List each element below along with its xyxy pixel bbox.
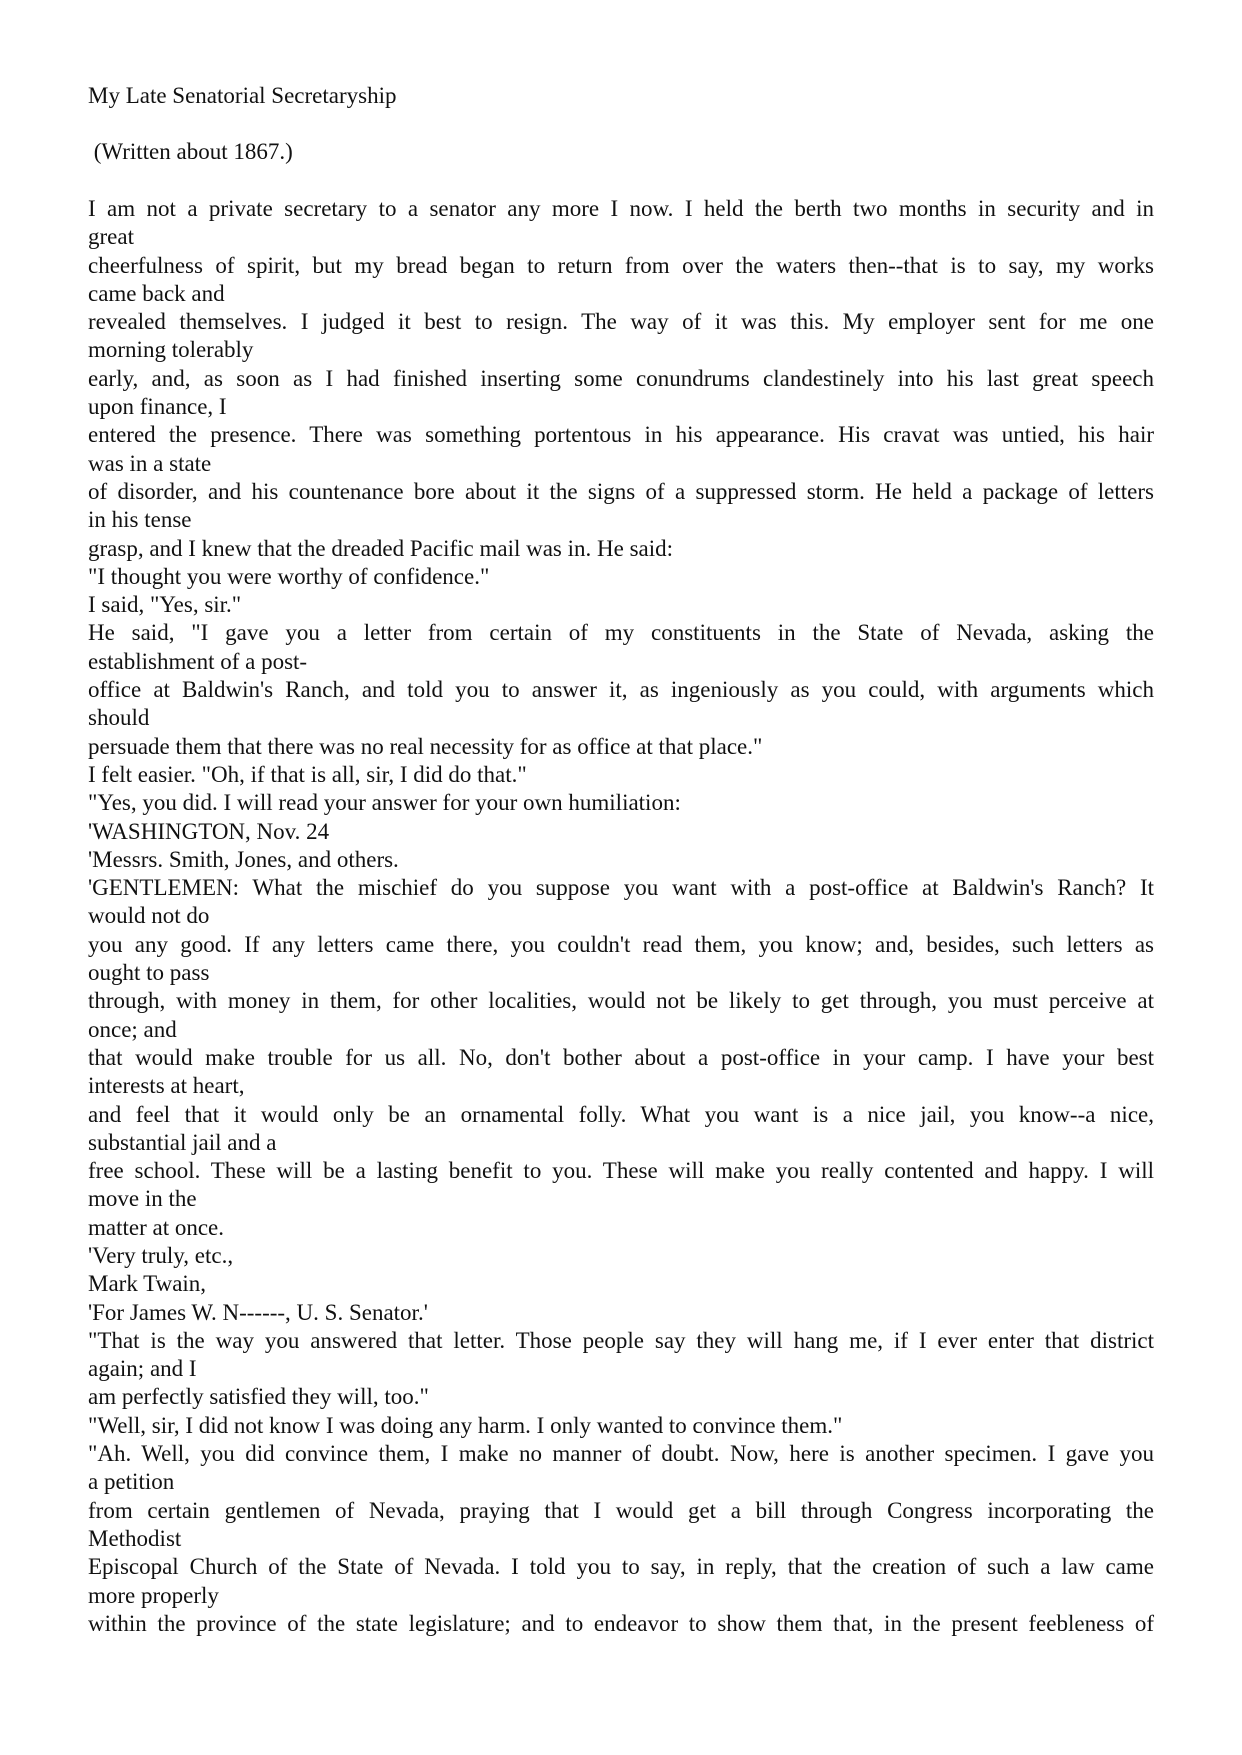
text-line: "Yes, you did. I will read your answer for your own humiliation: xyxy=(88,790,681,816)
text-line: of disorder, and his countenance bore about it the signs of a suppressed storm. He held a package of letters xyxy=(88,478,1154,504)
text-line: within the province of the state legislature; and to endeavor to show them that, in the present feebleness of xyxy=(88,1610,1154,1636)
text-line: 'GENTLEMEN: What the mischief do you suppose you want with a post-office at Baldwin's Ranch? It xyxy=(88,875,1154,901)
text-line: more properly xyxy=(88,1582,219,1608)
text-line: upon finance, I xyxy=(88,394,227,420)
text-line: morning tolerably xyxy=(88,337,254,363)
text-line: "That is the way you answered that letter. Those people say they will hang me, if I ever enter that district xyxy=(88,1327,1154,1353)
text-line: 'Very truly, etc., xyxy=(88,1242,234,1268)
text-line: 'WASHINGTON, Nov. 24 xyxy=(88,818,330,844)
text-line: 'For James W. N------, U. S. Senator.' xyxy=(88,1299,428,1325)
text-line: once; and xyxy=(88,1016,177,1042)
text-line: am perfectly satisfied they will, too." xyxy=(88,1384,429,1410)
text-line: office at Baldwin's Ranch, and told you to answer it, as ingeniously as you could, with arguments which xyxy=(88,677,1154,703)
text-line: persuade them that there was no real necessity for as office at that place." xyxy=(88,733,763,759)
text-line: Methodist xyxy=(88,1525,182,1551)
text-line: "Ah. Well, you did convince them, I make no manner of doubt. Now, here is another specimen. I gave you xyxy=(88,1441,1154,1467)
text-line: "Well, sir, I did not know I was doing any harm. I only wanted to convince them." xyxy=(88,1412,843,1438)
text-line: ought to pass xyxy=(88,960,210,986)
text-line: again; and I xyxy=(88,1356,197,1382)
text-line: cheerfulness of spirit, but my bread began to return from over the waters then--that is to say, my works xyxy=(88,252,1154,278)
text-line: interests at heart, xyxy=(88,1073,245,1099)
text-line: matter at once. xyxy=(88,1214,225,1240)
text-line: Episcopal Church of the State of Nevada. I told you to say, in reply, that the creation of such a law came xyxy=(88,1554,1154,1580)
text-line: you any good. If any letters came there, you couldn't read them, you know; and, besides, such letters as xyxy=(88,931,1154,957)
text-line: grasp, and I knew that the dreaded Pacific mail was in. He said: xyxy=(88,535,674,561)
text-line: I felt easier. "Oh, if that is all, sir, I did do that." xyxy=(88,761,527,787)
text-line: in his tense xyxy=(88,507,192,533)
text-line: substantial jail and a xyxy=(88,1129,277,1155)
text-line: was in a state xyxy=(88,450,212,476)
text-line: free school. These will be a lasting benefit to you. These will make you really contented and happy. I will xyxy=(88,1158,1154,1184)
text-line: Mark Twain, xyxy=(88,1271,207,1297)
text-line: would not do xyxy=(88,903,210,929)
text-line: a petition xyxy=(88,1469,175,1495)
text-line: revealed themselves. I judged it best to resign. The way of it was this. My employer sent for me one xyxy=(88,309,1154,335)
text-line: establishment of a post- xyxy=(88,648,308,674)
text-line: and feel that it would only be an ornamental folly. What you want is a nice jail, you know--a nice, xyxy=(88,1101,1154,1127)
text-line: 'Messrs. Smith, Jones, and others. xyxy=(88,846,399,872)
text-line: came back and xyxy=(88,280,225,306)
text-line: through, with money in them, for other localities, would not be likely to get through, you must perceive at xyxy=(88,988,1154,1014)
document-subtitle: (Written about 1867.) xyxy=(88,139,293,164)
text-line: should xyxy=(88,705,150,731)
text-line: great xyxy=(88,224,134,250)
text-line: "I thought you were worthy of confidence." xyxy=(88,563,490,589)
document-body xyxy=(88,195,1154,1638)
text-line: I am not a private secretary to a senator any more I now. I held the berth two months in security and in xyxy=(88,196,1154,221)
document-page xyxy=(88,82,1154,1638)
text-line: move in the xyxy=(88,1186,197,1212)
text-line: early, and, as soon as I had finished inserting some conundrums clandestinely into his last great speech xyxy=(88,365,1154,391)
text-line: entered the presence. There was something portentous in his appearance. His cravat was untied, his hair xyxy=(88,422,1154,448)
text-line: I said, "Yes, sir." xyxy=(88,592,242,618)
text-line: He said, "I gave you a letter from certain of my constituents in the State of Nevada, asking the xyxy=(88,620,1154,646)
text-line: that would make trouble for us all. No, don't bother about a post-office in your camp. I have your best xyxy=(88,1044,1154,1070)
document-title: My Late Senatorial Secretaryship xyxy=(88,83,397,108)
text-line: from certain gentlemen of Nevada, praying that I would get a bill through Congress incorporating the xyxy=(88,1497,1154,1523)
